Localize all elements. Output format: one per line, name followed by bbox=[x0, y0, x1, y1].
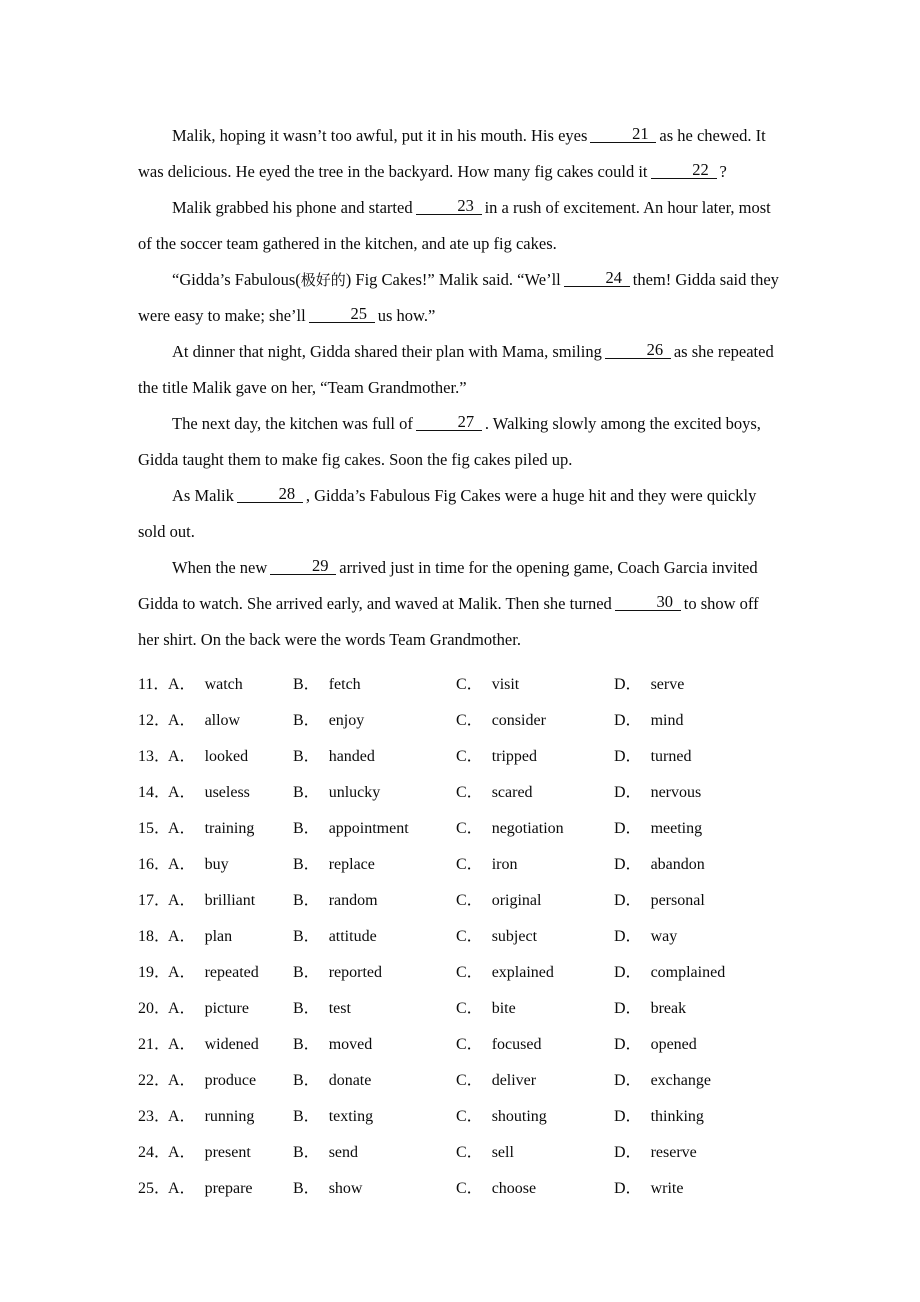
choice-text: sell bbox=[491, 1144, 514, 1161]
choice-text: focused bbox=[491, 1036, 542, 1053]
passage-text: As Malik bbox=[172, 486, 234, 505]
answer-choice[interactable] bbox=[293, 775, 380, 811]
choice-text: buy bbox=[204, 856, 229, 873]
choice-text: fetch bbox=[328, 676, 361, 693]
passage-paragraph bbox=[138, 190, 782, 262]
answer-choice[interactable] bbox=[456, 667, 519, 703]
answer-choice[interactable] bbox=[456, 1135, 514, 1171]
question-row bbox=[138, 775, 782, 811]
choice-text: send bbox=[328, 1144, 359, 1161]
question-number: 11． bbox=[138, 676, 170, 693]
choice-letter: A． bbox=[168, 856, 196, 873]
passage-text: At dinner that night, Gidda shared their plan with Mama, smiling bbox=[172, 342, 602, 361]
choice-text: choose bbox=[491, 1180, 537, 1197]
choice-letter: D． bbox=[614, 964, 642, 981]
answer-choice[interactable] bbox=[614, 847, 705, 883]
passage-text: ? bbox=[719, 162, 727, 181]
choice-text: enjoy bbox=[328, 712, 365, 729]
choice-text: training bbox=[204, 820, 255, 837]
choice-letter: A． bbox=[168, 676, 196, 693]
choice-text: watch bbox=[204, 676, 243, 693]
choice-letter: A． bbox=[168, 1072, 196, 1089]
choice-text: running bbox=[204, 1108, 255, 1125]
choice-letter: C． bbox=[456, 1180, 483, 1197]
choice-letter: B． bbox=[293, 784, 320, 801]
answer-blank[interactable]: 23 bbox=[416, 197, 482, 215]
answer-choice[interactable] bbox=[614, 1099, 704, 1135]
choice-text: iron bbox=[491, 856, 518, 873]
passage-paragraph bbox=[138, 550, 782, 658]
passage-text: Malik, hoping it wasn’t too awful, put it in his mouth. His eyes bbox=[172, 126, 588, 145]
choice-text: present bbox=[204, 1144, 251, 1161]
choice-letter: D． bbox=[614, 712, 642, 729]
answer-choice[interactable] bbox=[456, 1099, 547, 1135]
answer-choice[interactable] bbox=[614, 1027, 697, 1063]
choice-letter: B． bbox=[293, 1000, 320, 1017]
choice-letter: D． bbox=[614, 892, 642, 909]
choice-text: widened bbox=[204, 1036, 259, 1053]
answer-choice[interactable] bbox=[293, 991, 351, 1027]
answer-choice[interactable] bbox=[168, 1027, 259, 1063]
choice-letter: A． bbox=[168, 820, 196, 837]
choice-text: explained bbox=[491, 964, 554, 981]
question-number: 12． bbox=[138, 712, 171, 729]
answer-choice[interactable] bbox=[293, 667, 361, 703]
choice-letter: A． bbox=[168, 1144, 196, 1161]
passage-text: . Walking slowly among the excited boys, Gidda taught them to make fig cakes. Soon the fig cakes piled up. bbox=[138, 414, 761, 469]
choice-text: looked bbox=[204, 748, 249, 765]
choice-letter: A． bbox=[168, 892, 196, 909]
question-row bbox=[138, 1027, 782, 1063]
choice-letter: D． bbox=[614, 1144, 642, 1161]
cloze-passage bbox=[138, 118, 782, 658]
answer-options-list bbox=[138, 667, 782, 1207]
choice-letter: B． bbox=[293, 1108, 320, 1125]
choice-text: show bbox=[328, 1180, 363, 1197]
answer-choice[interactable] bbox=[456, 739, 537, 775]
choice-text: serve bbox=[650, 676, 685, 693]
answer-choice[interactable] bbox=[293, 919, 377, 955]
choice-letter: C． bbox=[456, 1108, 483, 1125]
answer-blank[interactable]: 28 bbox=[237, 485, 303, 503]
answer-choice[interactable] bbox=[293, 883, 378, 919]
question-row bbox=[138, 1063, 782, 1099]
passage-text: as she repeated the title Malik gave on her, “Team Grandmother.” bbox=[138, 342, 774, 397]
choice-text: brilliant bbox=[204, 892, 256, 909]
choice-letter: A． bbox=[168, 784, 196, 801]
choice-letter: D． bbox=[614, 1072, 642, 1089]
answer-blank[interactable]: 24 bbox=[564, 269, 630, 287]
choice-text: random bbox=[328, 892, 378, 909]
question-row bbox=[138, 1135, 782, 1171]
choice-text: thinking bbox=[650, 1108, 704, 1125]
answer-choice[interactable] bbox=[456, 883, 541, 919]
answer-choice[interactable] bbox=[456, 955, 554, 991]
question-row bbox=[138, 847, 782, 883]
choice-text: attitude bbox=[328, 928, 377, 945]
choice-letter: B． bbox=[293, 1144, 320, 1161]
choice-text: abandon bbox=[650, 856, 705, 873]
answer-choice[interactable] bbox=[614, 1063, 711, 1099]
choice-text: visit bbox=[491, 676, 520, 693]
question-number: 20． bbox=[138, 1000, 171, 1017]
choice-letter: C． bbox=[456, 1036, 483, 1053]
choice-letter: A． bbox=[168, 748, 196, 765]
passage-text: to show off her shirt. On the back were the words Team Grandmother. bbox=[138, 594, 759, 649]
choice-letter: D． bbox=[614, 1000, 642, 1017]
choice-letter: D． bbox=[614, 1108, 642, 1125]
choice-letter: D． bbox=[614, 676, 642, 693]
question-number: 17． bbox=[138, 892, 171, 909]
choice-text: negotiation bbox=[491, 820, 564, 837]
choice-letter: A． bbox=[168, 1180, 196, 1197]
question-row bbox=[138, 703, 782, 739]
choice-text: reported bbox=[328, 964, 382, 981]
choice-letter: B． bbox=[293, 820, 320, 837]
choice-letter: C． bbox=[456, 892, 483, 909]
answer-blank[interactable]: 26 bbox=[605, 341, 671, 359]
choice-letter: B． bbox=[293, 856, 320, 873]
choice-letter: B． bbox=[293, 928, 320, 945]
choice-text: reserve bbox=[650, 1144, 697, 1161]
passage-paragraph bbox=[138, 478, 782, 550]
passage-paragraph bbox=[138, 262, 782, 334]
answer-choice[interactable] bbox=[456, 991, 516, 1027]
answer-choice[interactable] bbox=[168, 1135, 251, 1171]
choice-text: allow bbox=[204, 712, 241, 729]
choice-text: original bbox=[491, 892, 542, 909]
answer-choice[interactable] bbox=[456, 1027, 541, 1063]
answer-choice[interactable] bbox=[293, 1099, 373, 1135]
question-row bbox=[138, 739, 782, 775]
answer-choice[interactable] bbox=[293, 1063, 371, 1099]
choice-letter: B． bbox=[293, 1036, 320, 1053]
answer-choice[interactable] bbox=[168, 955, 259, 991]
choice-text: test bbox=[328, 1000, 351, 1017]
answer-choice[interactable] bbox=[614, 1171, 683, 1207]
question-row bbox=[138, 991, 782, 1027]
answer-choice[interactable] bbox=[456, 919, 537, 955]
question-number: 21． bbox=[138, 1036, 171, 1053]
passage-text: as he chewed. It was delicious. He eyed the tree in the backyard. How many fig cakes could it bbox=[138, 126, 766, 181]
choice-text: consider bbox=[491, 712, 546, 729]
answer-choice[interactable] bbox=[614, 703, 683, 739]
choice-letter: A． bbox=[168, 964, 196, 981]
answer-choice[interactable] bbox=[168, 667, 243, 703]
answer-choice[interactable] bbox=[293, 1027, 372, 1063]
passage-text: ) Fig Cakes!” Malik said. “We’ll bbox=[345, 270, 561, 289]
choice-text: complained bbox=[650, 964, 726, 981]
answer-choice[interactable] bbox=[614, 919, 677, 955]
choice-letter: C． bbox=[456, 712, 483, 729]
choice-letter: D． bbox=[614, 856, 642, 873]
question-number: 24． bbox=[138, 1144, 171, 1161]
answer-blank[interactable]: 30 bbox=[615, 593, 681, 611]
choice-letter: A． bbox=[168, 1108, 196, 1125]
answer-choice[interactable] bbox=[168, 1063, 256, 1099]
question-number: 15． bbox=[138, 820, 171, 837]
answer-choice[interactable] bbox=[614, 883, 705, 919]
choice-letter: C． bbox=[456, 1144, 483, 1161]
choice-text: scared bbox=[491, 784, 533, 801]
choice-letter: B． bbox=[293, 748, 320, 765]
choice-text: turned bbox=[650, 748, 692, 765]
choice-letter: B． bbox=[293, 1180, 320, 1197]
choice-text: subject bbox=[491, 928, 538, 945]
answer-choice[interactable] bbox=[456, 1171, 536, 1207]
choice-letter: B． bbox=[293, 1072, 320, 1089]
question-row bbox=[138, 1099, 782, 1135]
choice-letter: B． bbox=[293, 676, 320, 693]
answer-choice[interactable] bbox=[614, 775, 701, 811]
answer-choice[interactable] bbox=[614, 955, 725, 991]
choice-text: bite bbox=[491, 1000, 516, 1017]
choice-letter: D． bbox=[614, 784, 642, 801]
question-number: 22． bbox=[138, 1072, 171, 1089]
choice-text: texting bbox=[328, 1108, 374, 1125]
choice-text: repeated bbox=[204, 964, 259, 981]
passage-text: Malik grabbed his phone and started bbox=[172, 198, 413, 217]
choice-text: way bbox=[650, 928, 678, 945]
choice-letter: C． bbox=[456, 928, 483, 945]
choice-letter: C． bbox=[456, 784, 483, 801]
answer-blank[interactable]: 21 bbox=[590, 125, 656, 143]
answer-choice[interactable] bbox=[168, 739, 248, 775]
answer-choice[interactable] bbox=[168, 1171, 253, 1207]
answer-choice[interactable] bbox=[168, 847, 229, 883]
passage-text: “Gidda’s Fabulous( bbox=[172, 270, 301, 289]
answer-choice[interactable] bbox=[614, 991, 686, 1027]
answer-choice[interactable] bbox=[456, 811, 564, 847]
choice-letter: C． bbox=[456, 748, 483, 765]
choice-letter: D． bbox=[614, 928, 642, 945]
choice-letter: C． bbox=[456, 856, 483, 873]
question-number: 23． bbox=[138, 1108, 171, 1125]
passage-paragraph bbox=[138, 334, 782, 406]
choice-text: shouting bbox=[491, 1108, 547, 1125]
passage-text: The next day, the kitchen was full of bbox=[172, 414, 413, 433]
passage-text: When the new bbox=[172, 558, 268, 577]
question-row bbox=[138, 955, 782, 991]
question-row bbox=[138, 667, 782, 703]
answer-choice[interactable] bbox=[614, 739, 691, 775]
choice-text: personal bbox=[650, 892, 705, 909]
answer-choice[interactable] bbox=[293, 739, 375, 775]
answer-choice[interactable] bbox=[614, 667, 684, 703]
choice-text: plan bbox=[204, 928, 233, 945]
answer-choice[interactable] bbox=[168, 991, 249, 1027]
answer-choice[interactable] bbox=[456, 703, 546, 739]
choice-text: unlucky bbox=[328, 784, 381, 801]
choice-letter: C． bbox=[456, 964, 483, 981]
choice-letter: C． bbox=[456, 1000, 483, 1017]
choice-letter: D． bbox=[614, 1180, 642, 1197]
choice-text: break bbox=[650, 1000, 687, 1017]
answer-choice[interactable] bbox=[168, 883, 255, 919]
choice-text: opened bbox=[650, 1036, 697, 1053]
answer-choice[interactable] bbox=[293, 1171, 362, 1207]
answer-blank[interactable]: 22 bbox=[651, 161, 717, 179]
question-number: 19． bbox=[138, 964, 171, 981]
answer-choice[interactable] bbox=[614, 811, 702, 847]
answer-choice[interactable] bbox=[293, 703, 364, 739]
passage-paragraph bbox=[138, 406, 782, 478]
answer-choice[interactable] bbox=[168, 703, 240, 739]
answer-choice[interactable] bbox=[168, 811, 254, 847]
choice-text: nervous bbox=[650, 784, 702, 801]
choice-letter: D． bbox=[614, 1036, 642, 1053]
question-row bbox=[138, 883, 782, 919]
chinese-gloss: 极好的 bbox=[300, 271, 346, 289]
passage-text: arrived just in time for the opening game, Coach Garcia invited Gidda to watch. She arrived early, and waved at Malik. Then she turned bbox=[138, 558, 758, 613]
choice-text: mind bbox=[650, 712, 684, 729]
choice-text: handed bbox=[328, 748, 375, 765]
choice-text: exchange bbox=[650, 1072, 711, 1089]
choice-letter: B． bbox=[293, 712, 320, 729]
choice-letter: A． bbox=[168, 928, 196, 945]
question-number: 25． bbox=[138, 1180, 171, 1197]
answer-blank[interactable]: 25 bbox=[309, 305, 375, 323]
passage-text: them! Gidda said they were easy to make; she’ll bbox=[138, 270, 779, 325]
choice-text: write bbox=[650, 1180, 684, 1197]
choice-letter: A． bbox=[168, 1036, 196, 1053]
choice-text: deliver bbox=[491, 1072, 537, 1089]
answer-choice[interactable] bbox=[168, 919, 232, 955]
choice-text: replace bbox=[328, 856, 375, 873]
answer-choice[interactable] bbox=[456, 1063, 536, 1099]
choice-text: tripped bbox=[491, 748, 538, 765]
choice-text: donate bbox=[328, 1072, 372, 1089]
answer-choice[interactable] bbox=[168, 1099, 254, 1135]
choice-text: produce bbox=[204, 1072, 257, 1089]
choice-letter: D． bbox=[614, 820, 642, 837]
answer-blank[interactable]: 29 bbox=[270, 557, 336, 575]
question-number: 18． bbox=[138, 928, 171, 945]
choice-letter: D． bbox=[614, 748, 642, 765]
question-number: 14． bbox=[138, 784, 171, 801]
answer-choice[interactable] bbox=[456, 775, 533, 811]
choice-text: appointment bbox=[328, 820, 409, 837]
choice-text: prepare bbox=[204, 1180, 253, 1197]
choice-letter: C． bbox=[456, 676, 483, 693]
passage-paragraph bbox=[138, 118, 782, 190]
answer-choice[interactable] bbox=[293, 847, 375, 883]
choice-letter: B． bbox=[293, 892, 320, 909]
choice-letter: B． bbox=[293, 964, 320, 981]
question-number: 16． bbox=[138, 856, 171, 873]
answer-choice[interactable] bbox=[456, 847, 517, 883]
choice-letter: A． bbox=[168, 712, 196, 729]
choice-letter: C． bbox=[456, 820, 483, 837]
passage-text: , Gidda’s Fabulous Fig Cakes were a huge hit and they were quickly sold out. bbox=[138, 486, 757, 541]
passage-text: in a rush of excitement. An hour later, most of the soccer team gathered in the kitchen, and ate up fig cakes. bbox=[138, 198, 771, 253]
choice-letter: C． bbox=[456, 1072, 483, 1089]
answer-choice[interactable] bbox=[293, 1135, 358, 1171]
answer-choice[interactable] bbox=[293, 811, 409, 847]
question-row bbox=[138, 919, 782, 955]
choice-text: picture bbox=[204, 1000, 249, 1017]
question-row bbox=[138, 1171, 782, 1207]
answer-choice[interactable] bbox=[168, 775, 250, 811]
choice-text: moved bbox=[328, 1036, 373, 1053]
passage-text: us how.” bbox=[377, 306, 436, 325]
choice-letter: A． bbox=[168, 1000, 196, 1017]
choice-text: meeting bbox=[650, 820, 703, 837]
answer-choice[interactable] bbox=[293, 955, 382, 991]
question-row bbox=[138, 811, 782, 847]
answer-choice[interactable] bbox=[614, 1135, 697, 1171]
choice-text: useless bbox=[204, 784, 250, 801]
question-number: 13． bbox=[138, 748, 171, 765]
answer-blank[interactable]: 27 bbox=[416, 413, 482, 431]
